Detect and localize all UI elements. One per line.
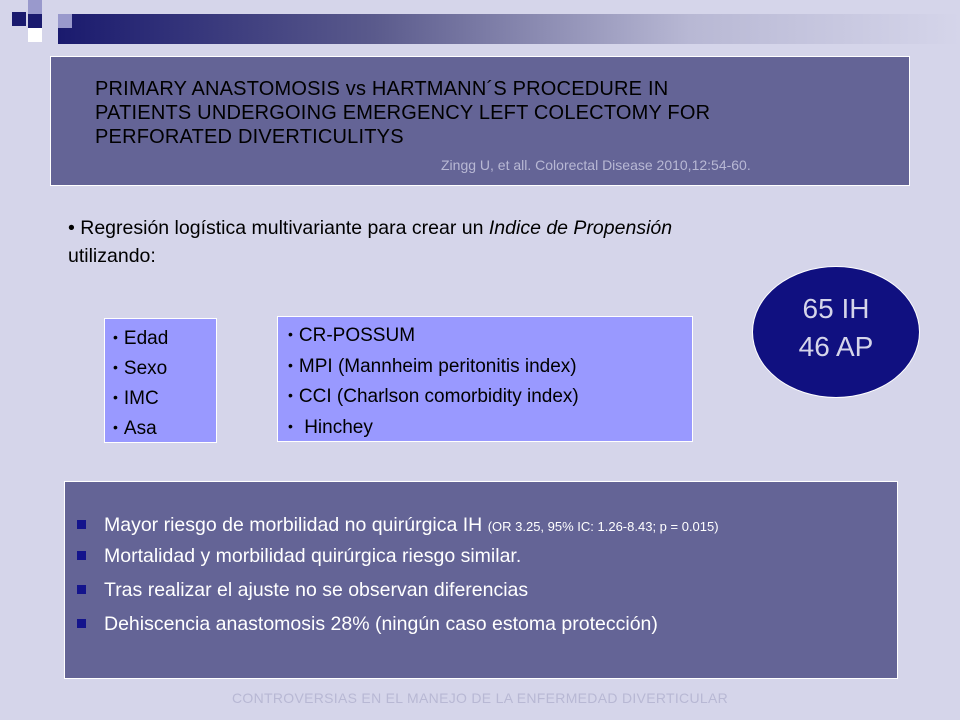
title-line: PRIMARY ANASTOMOSIS vs HARTMANN´S PROCEDURE IN	[95, 78, 669, 100]
list-item: • Hinchey	[288, 416, 373, 438]
decor-square	[28, 0, 42, 14]
bullet-marker	[77, 619, 86, 628]
variables-box-right	[277, 316, 693, 442]
list-item: • IMC	[113, 388, 159, 409]
decor-square	[28, 28, 42, 42]
footer-text: CONTROVERSIAS EN EL MANEJO DE LA ENFERMEDAD DIVERTICULAR	[231, 690, 728, 706]
list-item: • Asa	[113, 418, 157, 439]
header-gradient-bar	[58, 14, 960, 44]
result-item: Mayor riesgo de morbilidad no quirúrgica IH (OR 3.25, 95% IC: 1.26-8.43; p = 0.015)	[77, 514, 719, 537]
bullet: •	[68, 217, 75, 239]
list-item: • Sexo	[113, 358, 168, 379]
decor-square	[28, 14, 42, 28]
list-item: • CCI (Charlson comorbidity index)	[288, 386, 579, 407]
result-item: Tras realizar el ajuste no se observan diferencias	[77, 579, 528, 602]
intro-italic: Indice de Propensión	[488, 217, 673, 239]
list-item: • MPI (Mannheim peritonitis index)	[288, 355, 577, 377]
list-item: • CR-POSSUM	[288, 325, 416, 346]
title-box	[50, 56, 910, 186]
bullet-marker	[77, 551, 86, 560]
decor-square	[12, 12, 26, 26]
title-line: PATIENTS UNDERGOING EMERGENCY LEFT COLECTOMY FOR	[95, 102, 711, 124]
decor-square	[58, 14, 72, 28]
bullet-marker	[77, 585, 86, 594]
bullet-marker	[77, 520, 86, 529]
result-item: Mortalidad y morbilidad quirúrgica riesgo similar.	[77, 545, 521, 568]
citation: Zingg U, et all. Colorectal Disease 2010,12:54-60.	[441, 157, 751, 173]
intro-text-before: Regresión logística multivariante para crear un	[80, 217, 484, 239]
intro-text	[68, 214, 684, 270]
ih-count: 65 IH	[802, 293, 870, 324]
variables-box-left	[104, 318, 217, 443]
paper-title	[95, 77, 901, 149]
title-line: PERFORATED DIVERTICULITYS	[95, 126, 404, 148]
ap-count: 46 AP	[798, 331, 874, 362]
list-item: • Edad	[113, 328, 169, 349]
results-box	[64, 481, 898, 679]
group-count-ellipse	[752, 266, 920, 398]
intro-text-after: utilizando:	[68, 245, 156, 267]
result-item: Dehiscencia anastomosis 28% (ningún caso estoma protección)	[77, 613, 658, 636]
result-detail: (OR 3.25, 95% IC: 1.26-8.43; p = 0.015)	[487, 519, 719, 534]
